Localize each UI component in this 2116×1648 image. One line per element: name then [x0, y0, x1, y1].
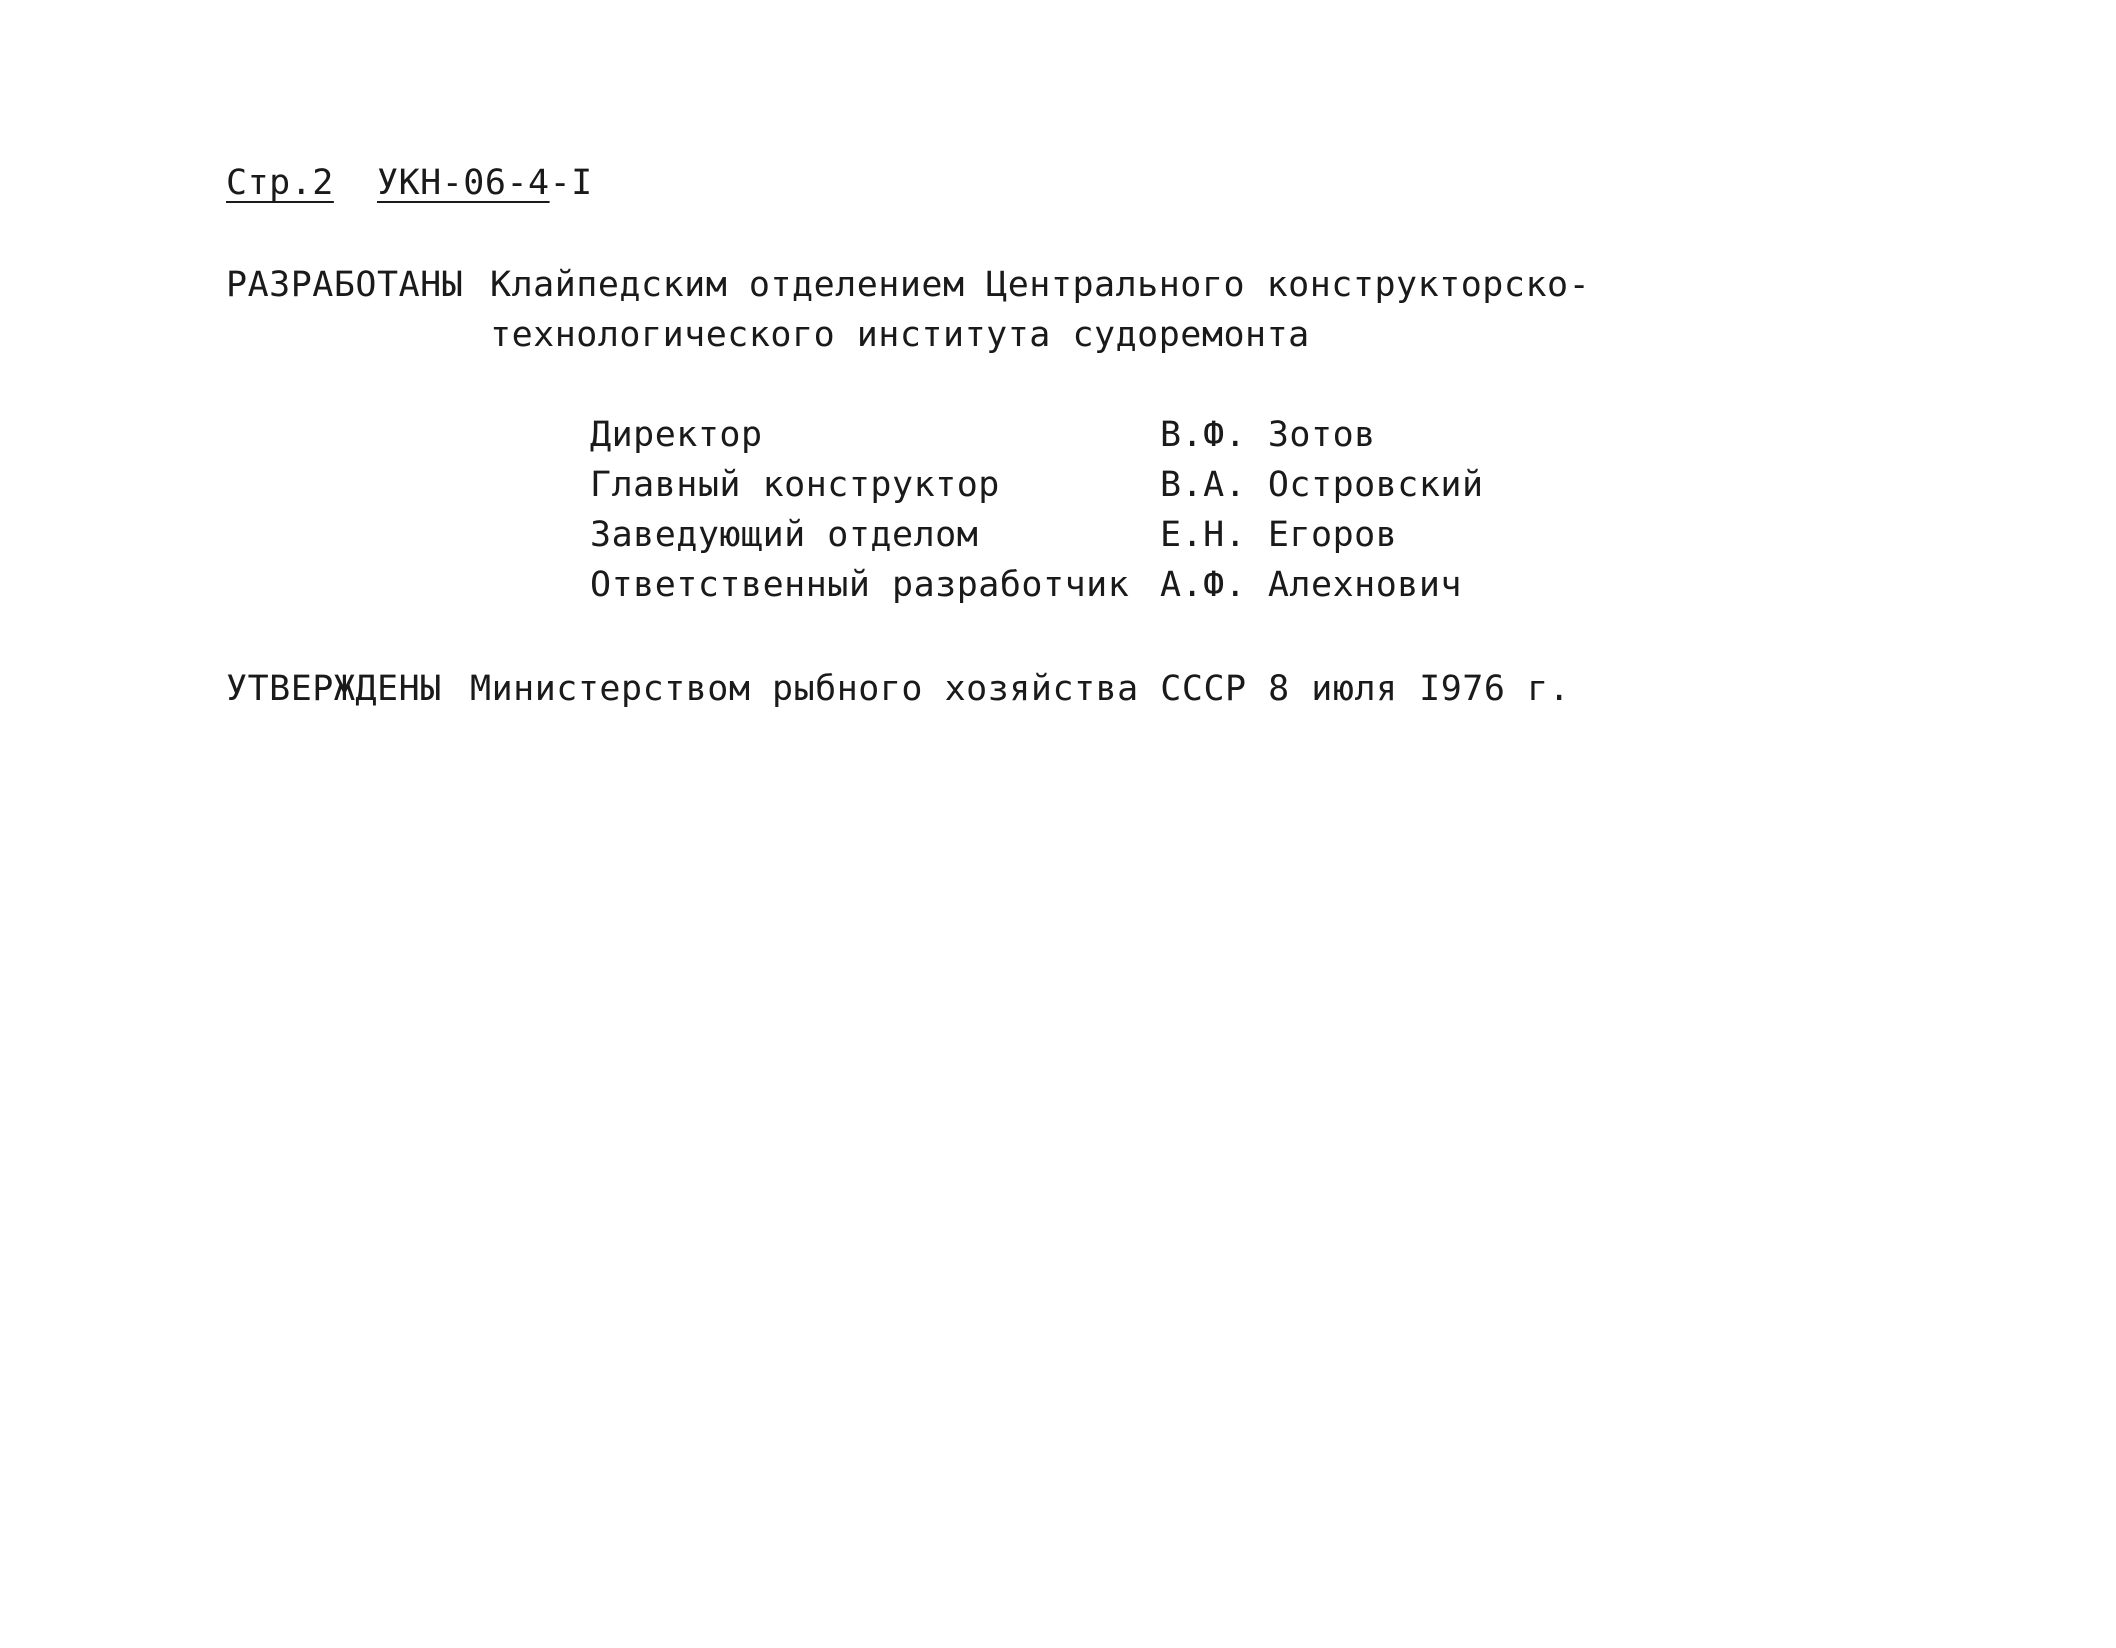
staff-name: А.Ф. Алехнович — [1160, 565, 1463, 605]
page-header — [226, 158, 593, 208]
staff-name: В.А. Островский — [1160, 465, 1484, 505]
developer-organization-line-1: Клайпедским отделением Центрального конструкторско- — [490, 265, 1591, 305]
staff-role: Главный конструктор — [590, 465, 1000, 505]
approved-label: УТВЕРЖДЕНЫ — [226, 669, 442, 709]
staff-role: Ответственный разработчик — [590, 565, 1130, 605]
document-code: УКН-06-4 — [377, 163, 550, 203]
approved-by-text: Министерством рыбного хозяйства СССР 8 июля I976 г. — [470, 669, 1571, 709]
developer-organization-line-2: технологического института судоремонта — [490, 315, 1310, 355]
page-number-label: Стр.2 — [226, 163, 334, 203]
staff-name: Е.Н. Егоров — [1160, 515, 1398, 555]
staff-name: В.Ф. Зотов — [1160, 415, 1376, 455]
developed-label: РАЗРАБОТАНЫ — [226, 265, 464, 305]
staff-role: Заведующий отделом — [590, 515, 979, 555]
document-code-suffix: -I — [549, 163, 593, 203]
staff-role: Директор — [590, 415, 763, 455]
